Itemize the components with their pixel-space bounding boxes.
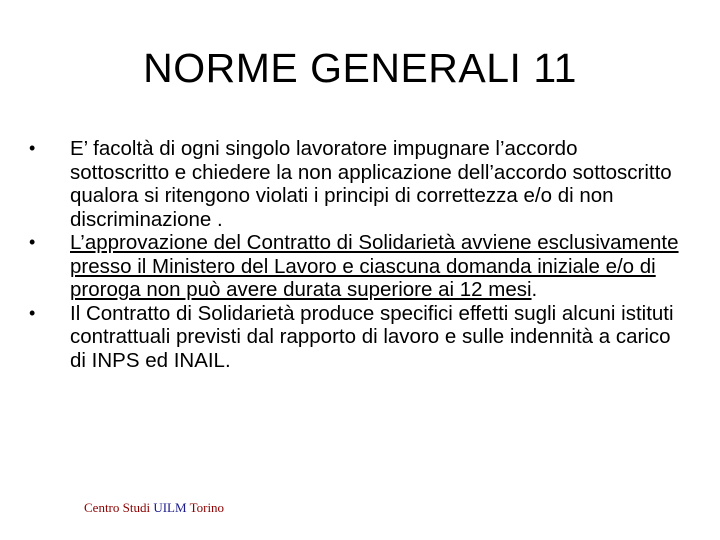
bullet-item-1 xyxy=(0,137,680,231)
footer-text-end: Torino xyxy=(186,500,225,515)
bullet-trailing-period: . xyxy=(531,278,538,301)
bullet-dot-icon: • xyxy=(29,232,36,252)
bullet-text-underlined: L’approvazione del Contratto di Solidarietà avviene esclusivamente presso il Ministero del Lavoro e ciascuna domanda iniziale e/o di proroga non può avere durata superiore ai 12 mesi xyxy=(70,231,679,301)
bullet-text: E’ facoltà di ogni singolo lavoratore impugnare l’accordo sottoscritto e chiedere la non applicazione dell’accordo sottoscritto qualora si ritengono violati i principi di correttezza e/o di non discriminazione . xyxy=(70,137,672,231)
footer-text-start: Centro Studi xyxy=(84,500,154,515)
footer-credit xyxy=(84,500,224,516)
bullet-dot-icon: • xyxy=(29,302,36,323)
bullet-list xyxy=(0,137,720,372)
bullet-item-3 xyxy=(0,302,680,373)
bullet-text: Il Contratto di Solidarietà produce specifici effetti sugli alcuni istituti contrattuali previsti dal rapporto di lavoro e sulle indennità a carico di INPS ed INAIL. xyxy=(70,301,674,372)
bullet-dot-icon: • xyxy=(29,138,36,158)
bullet-item-2 xyxy=(0,231,680,302)
footer-text-accent: UILM xyxy=(153,500,187,515)
slide-title: NORME GENERALI 11 xyxy=(143,45,577,91)
